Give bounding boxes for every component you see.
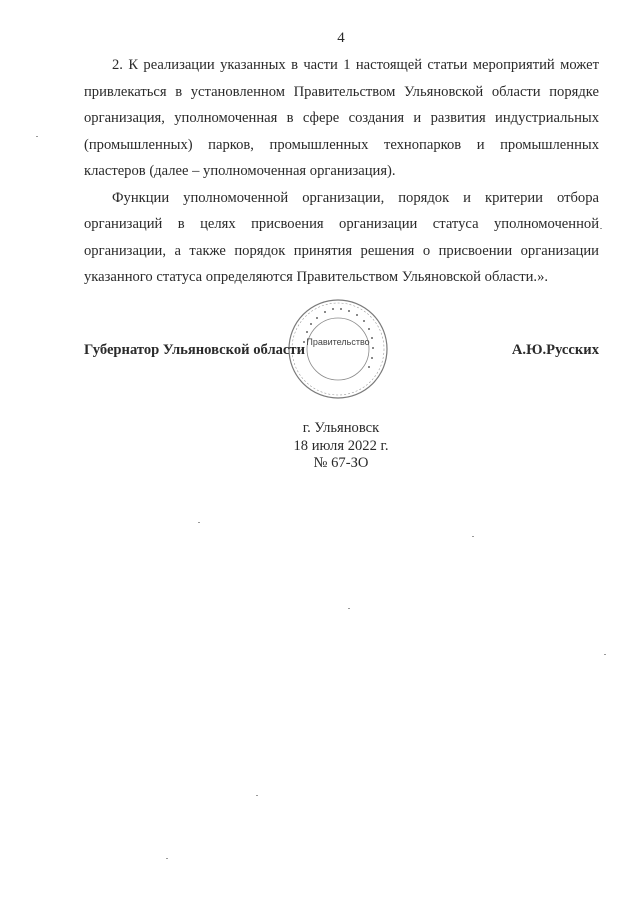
- scan-speck: [198, 522, 200, 523]
- scan-speck: [600, 228, 602, 229]
- footer-city: г. Ульяновск: [302, 420, 380, 436]
- stamp-label: Правительство: [306, 337, 370, 347]
- footer-date: 18 июля 2022 г.: [293, 437, 389, 454]
- signatory-name: А.Ю.Русских: [511, 342, 599, 358]
- footer-law-number: № 67-ЗО: [313, 455, 369, 471]
- document-footer: [0, 420, 640, 473]
- paragraph-2: Функции уполномоченной организации, порядок и критерии отбора организаций в целях присвоения организации статуса уполномоченной организации, а также порядок принятия решения о присвоении организации указанного статуса определяются Правительством Ульяновской области.».: [84, 189, 599, 285]
- signatory-position: Губернатор Ульяновской области: [84, 342, 305, 358]
- page-number: 4: [337, 30, 345, 46]
- document-body: [84, 52, 599, 291]
- scan-speck: [36, 136, 38, 137]
- scan-speck: [472, 536, 474, 537]
- scan-speck: [256, 795, 258, 796]
- scan-speck: [604, 654, 606, 655]
- scan-speck: [166, 858, 168, 859]
- paragraph-1: 2. К реализации указанных в части 1 настоящей статьи мероприятий может привлекаться в установленном Правительством Ульяновской области порядке организация, уполномоченная в сфере создания и развития индустриальных (промышленных) парков, промышленных технопарков и промышленных кластеров (далее – уполномоченная организация).: [84, 57, 599, 179]
- scan-speck: [348, 608, 350, 609]
